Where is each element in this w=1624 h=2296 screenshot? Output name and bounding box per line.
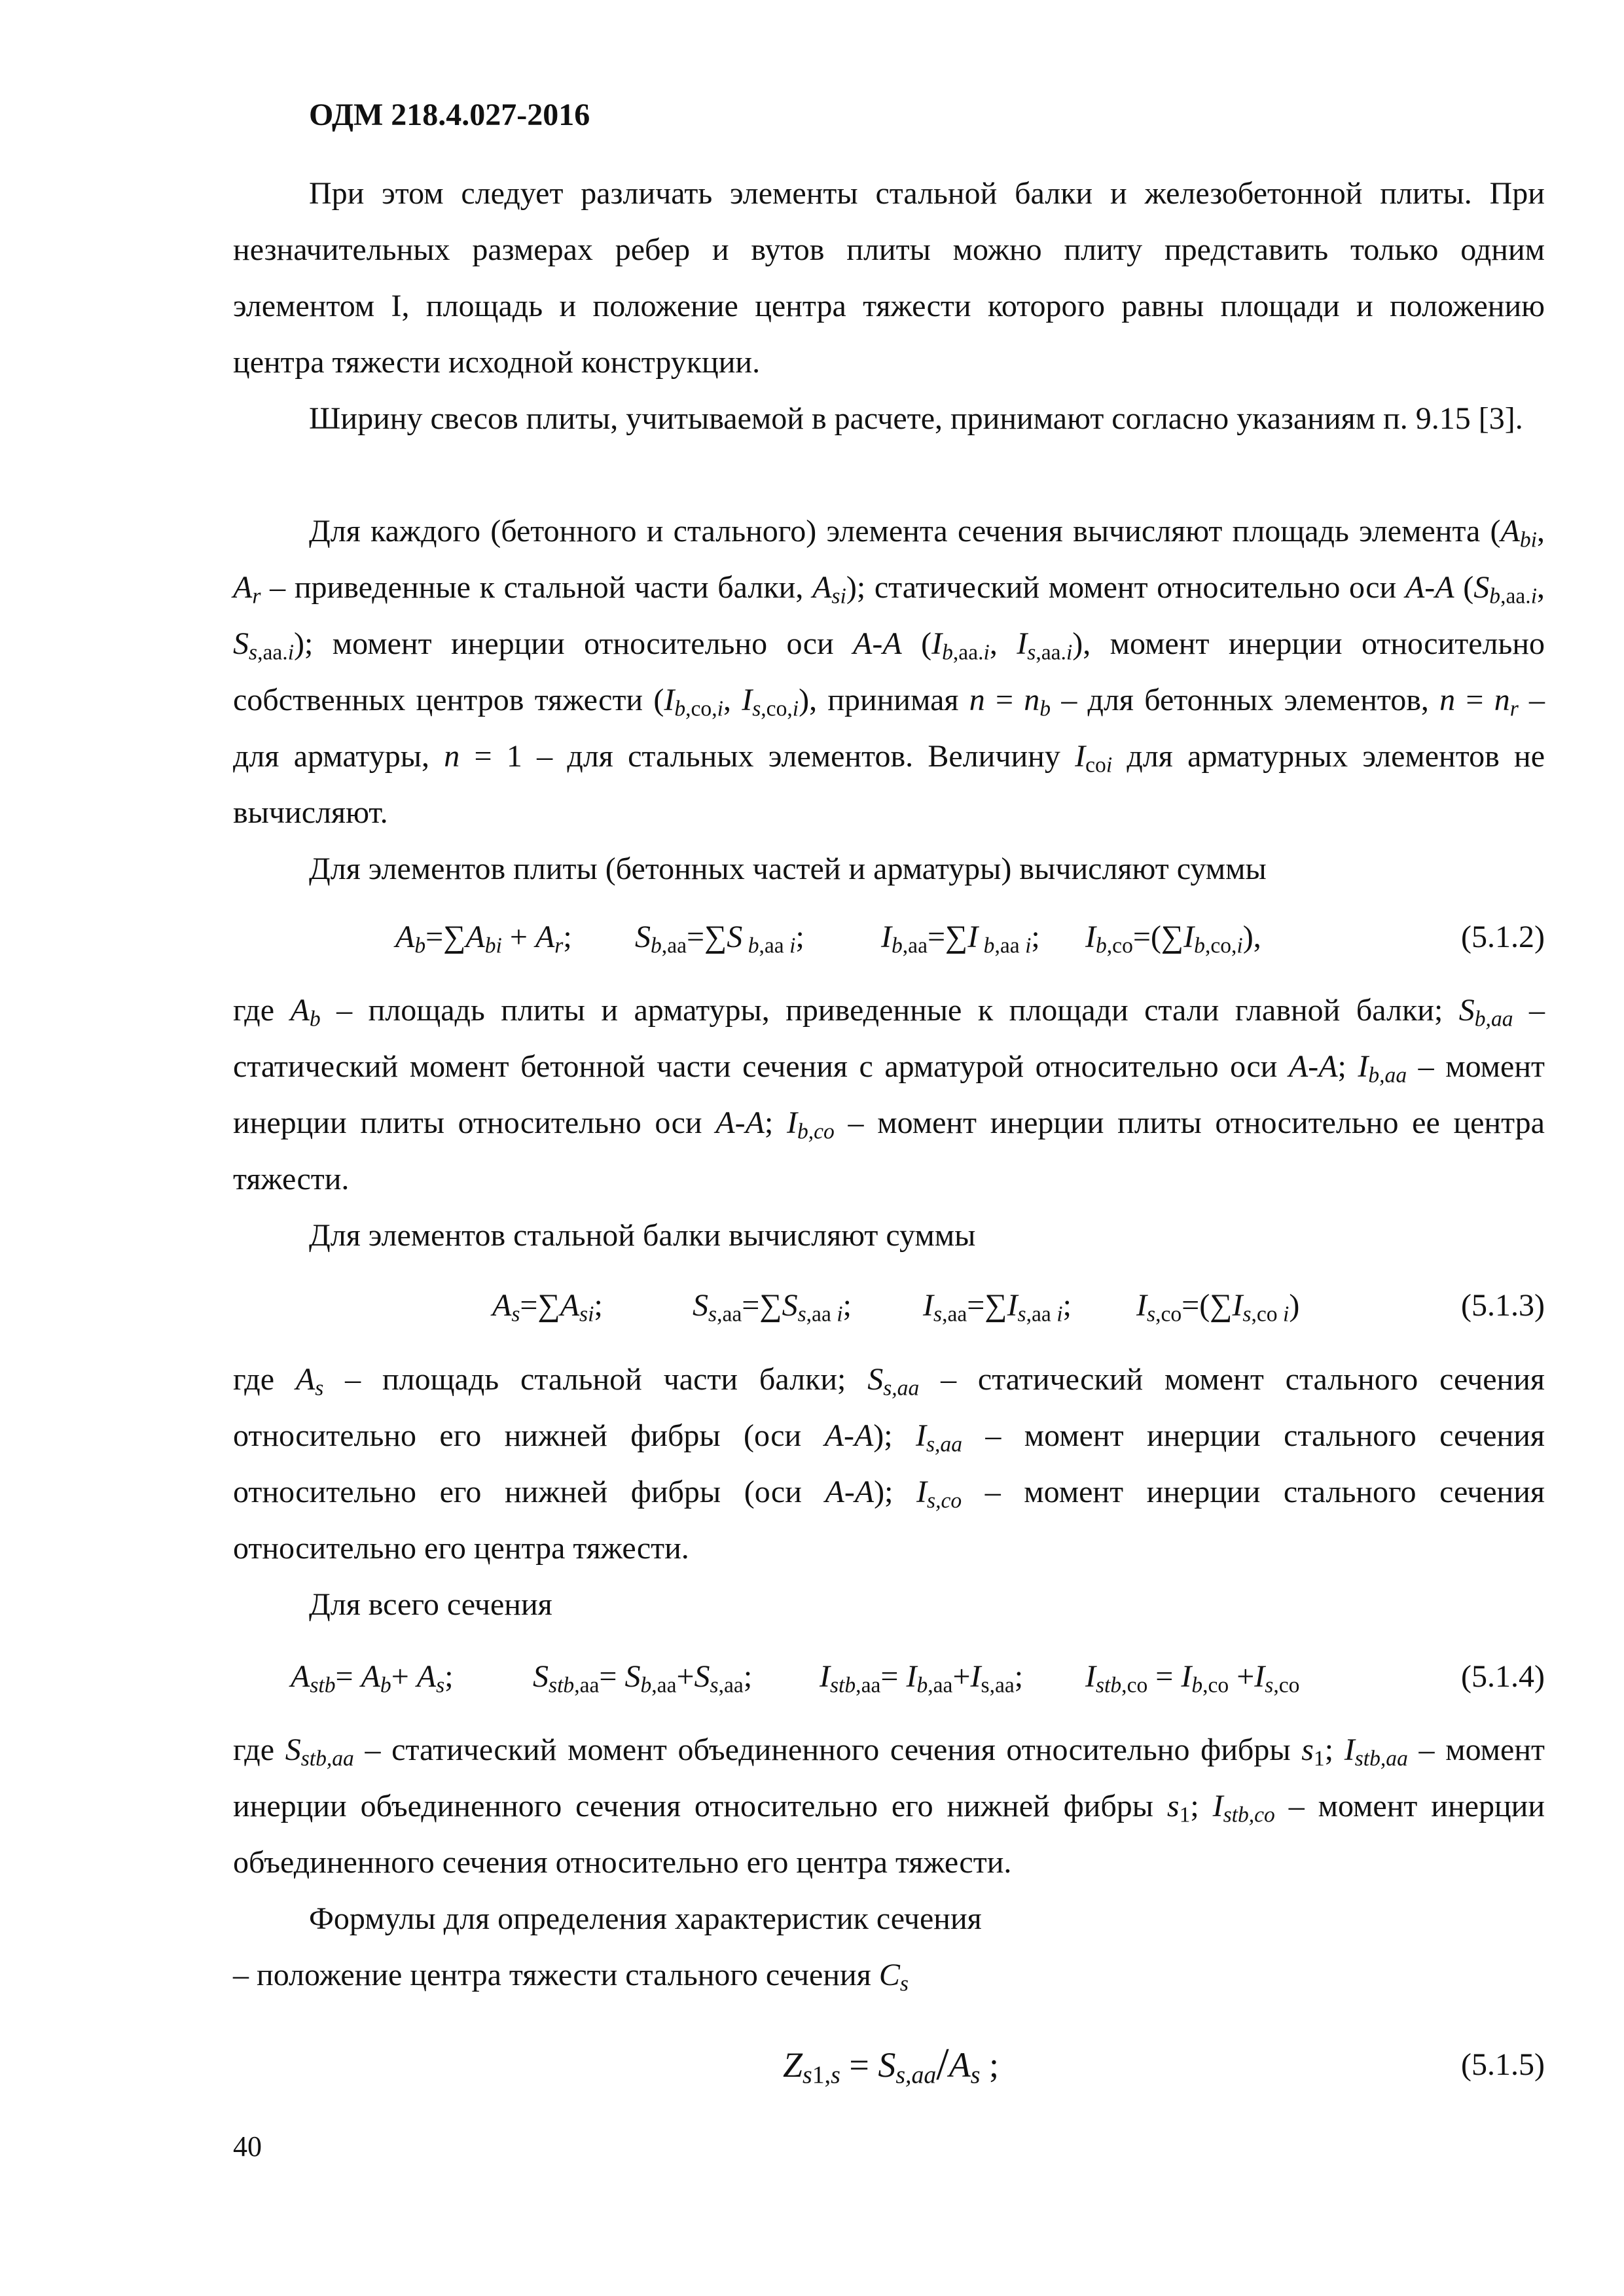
paragraph-1: При этом следует различать элементы стальной балки и железобетонной плиты. При незначительных размерах ребер и вутов плиты можно плиту представить только одним элементом I, площадь и положение центра тяжести которого равны площади и положению центра тяжести исходной конструкции. — [233, 176, 1545, 380]
formula-5-1-4: $A_{stb}= A_b+ A_s$; $S_{stb,aa}= S_{b,aa}+S_{s,aa}$; $I_{stb,aa}= I_{b,aa}+I_{s,aa}$; $I_{stb,co} = I_{b,co} +I_{s,co}$ (5.1.4) — [233, 1649, 1545, 1705]
paragraph-10: Формулы для определения характеристик сечения — [309, 1901, 982, 1936]
paragraph-3: Для каждого (бетонного и стального) элемента сечения вычисляют площадь элемента ($A_{bi}$, $A_r$ – приведенные к стальной части балки, $A_{si}$); статический момент относительно оси A-A ($S_{b,aa.i}$, $S_{s,aa.i}$); момент инерции относительно оси A-A ($I_{b,aa.i}$, $I_{s,aa.i}$), момент инерции относительно собственных центров тяжести ($I_{b,co,i}$, $I_{s,co,i}$), принимая $n = n_b$ – для бетонных элементов, $n = n_r$ – для арматуры, n = 1 – для стальных элементов. Величину $I_{coi}$ для арматурных элементов не вычисляют. — [233, 514, 1545, 830]
paragraph-8: Для всего сечения — [309, 1587, 552, 1622]
paragraph-2: Ширину свесов плиты, учитываемой в расчете, принимают согласно указаниям п. 9.15 [3]. — [309, 401, 1523, 436]
paragraph-9: где $S_{stb,aa}$ – статический момент объединенного сечения относительно фибры $s_1$; $I_{stb,aa}$ – момент инерции объединенного сечения относительно его нижней фибры $s_1$; $I_{stb,co}$ – момент инерции объединенного сечения относительно его центра тяжести. — [233, 1732, 1545, 1880]
page-number: 40 — [233, 2130, 262, 2162]
paragraph-4: Для элементов плиты (бетонных частей и арматуры) вычисляют суммы — [309, 852, 1267, 886]
equation-number: (5.1.5) — [1461, 2047, 1545, 2082]
paragraph-6: Для элементов стальной балки вычисляют суммы — [309, 1218, 976, 1253]
formula-5-1-2: $A_b=\sum A_{bi} + A_r$; $S_{b,aa}=\sum S$ $_{b,aa i}$; $I_{b,aa}=\sum I$ $_{b,aa i}$; $I_{b,co}=(\sum I_{b,co,i})$, (5.1.2) — [233, 909, 1545, 965]
paragraph-5: где $A_b$ – площадь плиты и арматуры, приведенные к площади стали главной балки; $S_{b,aa}$ – статический момент бетонной части сечения с арматурой относительно оси A-A; $I_{b,aa}$ – момент инерции плиты относительно оси A-A; $I_{b,co}$ – момент инерции плиты относительно ее центра тяжести. — [233, 993, 1545, 1196]
equation-number: (5.1.2) — [1461, 920, 1545, 954]
paragraph-11: – положение центра тяжести стального сечения $C_s$ — [233, 1958, 909, 1996]
paragraph-7: где $A_s$ – площадь стальной части балки; $S_{s,aa}$ – статический момент стального сечения относительно его нижней фибры (оси A-A); $I_{s,aa}$ – момент инерции стального сечения относительно его нижней фибры (оси A-A); $I_{s,co}$ – момент инерции стального сечения относительно его центра тяжести. — [233, 1362, 1545, 1566]
formula-5-1-5: $Z_{s1,s} = S_{s,aa}/A_s$ ; (5.1.5) — [233, 2029, 1545, 2101]
document-header: ОДМ 218.4.027-2016 — [309, 98, 590, 132]
equation-number: (5.1.4) — [1461, 1659, 1545, 1694]
equation-number: (5.1.3) — [1461, 1288, 1545, 1323]
formula-5-1-3: $A_s=\sum A_{si}$; $S_{s,aa}=\sum S_{s,aa i}$; $I_{s,aa}=\sum I_{s,aa i}$; $I_{s,co}=(\sum I_{s,co i})$ (5.1.3) — [233, 1278, 1545, 1334]
